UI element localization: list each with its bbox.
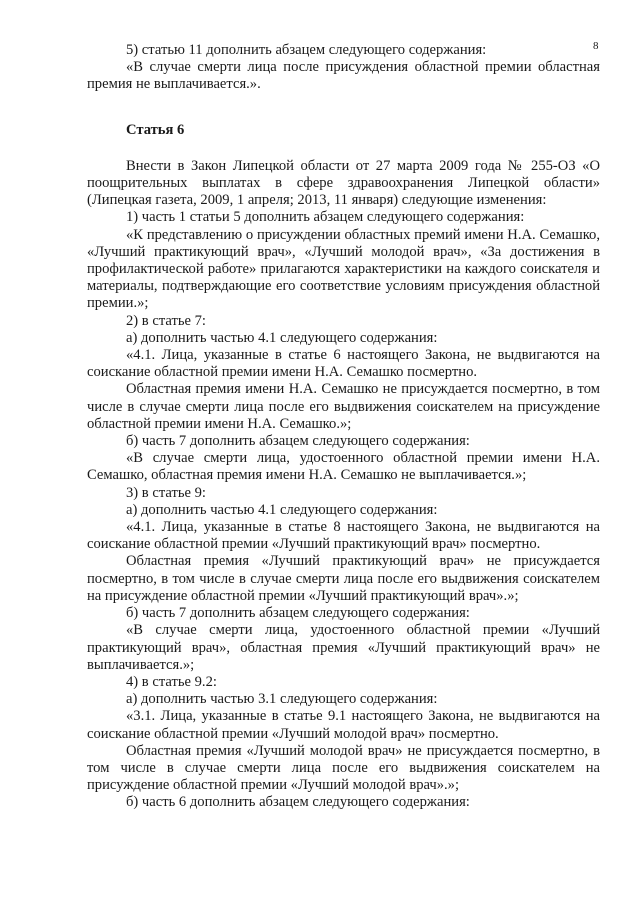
page-number: 8: [593, 40, 599, 52]
paragraph: 5) статью 11 дополнить абзацем следующего содержания:: [126, 42, 487, 58]
paragraph: «4.1. Лица, указанные в статье 8 настоящего Закона, не выдвигаются на соискание областной премии «Лучший практикующий врач» посмертно.: [87, 519, 600, 553]
paragraph: а) дополнить частью 3.1 следующего содержания:: [126, 691, 438, 708]
paragraph: «4.1. Лица, указанные в статье 6 настоящего Закона, не выдвигаются на соискание областной премии имени Н.А. Семашко посмертно.: [87, 347, 600, 381]
paragraph: б) часть 7 дополнить абзацем следующего содержания:: [126, 433, 470, 450]
paragraph: «В случае смерти лица после присуждения областной премии областная премия не выплачивается.».: [87, 59, 600, 93]
paragraph: а) дополнить частью 4.1 следующего содержания:: [126, 501, 438, 518]
paragraph: Областная премия имени Н.А. Семашко не присуждается посмертно, в том числе в случае смерти лица после его выдвижения соискателем на присуждение областной премии имени Н.А. Семашко.»;: [87, 381, 600, 432]
paragraph: Внести в Закон Липецкой области от 27 марта 2009 года № 255-ОЗ «О поощрительных выплатах в сфере здравоохранения Липецкой области» (Липецкая газета, 2009, 1 апреля; 2013, 11 января) следующие изменения:: [87, 157, 600, 209]
paragraph: 3) в статье 9:: [126, 484, 206, 501]
paragraph: Областная премия «Лучший молодой врач» не присуждается посмертно, в том числе в случае смерти лица после его выдвижения соискателем на присуждение областной премии «Лучший молодой врач».»;: [87, 742, 600, 794]
paragraph: «В случае смерти лица, удостоенного областной премии имени Н.А. Семашко, областная премия имени Н.А. Семашко не выплачивается.»;: [87, 450, 600, 484]
paragraph: «3.1. Лица, указанные в статье 9.1 настоящего Закона, не выдвигаются на соискание областной премии «Лучший молодой врач» посмертно.: [87, 708, 600, 742]
document-body: [87, 42, 600, 812]
paragraph: «К представлению о присуждении областных премий имени Н.А. Семашко, «Лучший практикующий врач», «Лучший молодой врач», «За достижения в профилактической работе» прилагаются характеристики на каждого соискателя и материалы, подтверждающие его соответствие условиям присуждения областной премии.»;: [87, 226, 600, 312]
paragraph: б) часть 6 дополнить абзацем следующего содержания:: [126, 794, 470, 811]
paragraph: б) часть 7 дополнить абзацем следующего содержания:: [126, 605, 470, 622]
paragraph: 1) часть 1 статьи 5 дополнить абзацем следующего содержания:: [126, 209, 525, 226]
paragraph: «В случае смерти лица, удостоенного областной премии «Лучший практикующий врач», областная премия «Лучший практикующий врач» не выплачивается.»;: [87, 622, 600, 673]
paragraph: а) дополнить частью 4.1 следующего содержания:: [126, 329, 438, 346]
article-heading: Статья 6: [126, 121, 185, 138]
paragraph: 2) в статье 7:: [126, 312, 206, 329]
paragraph: 4) в статье 9.2:: [126, 673, 217, 690]
paragraph: Областная премия «Лучший практикующий врач» не присуждается посмертно, в том числе в случае смерти лица после его выдвижения соискателем на присуждение областной премии «Лучший практикующий врач».»;: [87, 553, 600, 604]
